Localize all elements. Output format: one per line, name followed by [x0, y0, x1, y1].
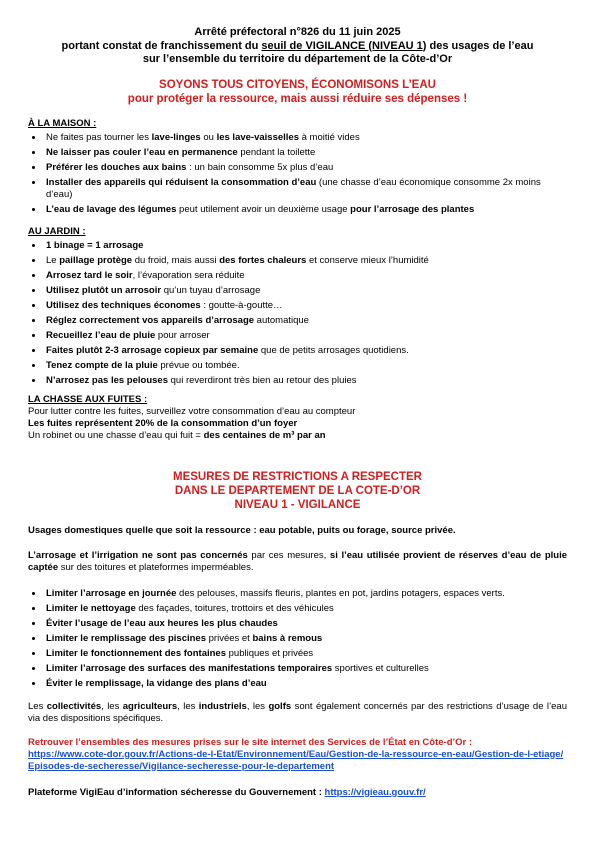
text-run: par ces mesures,: [247, 549, 330, 561]
decree-title: Arrêté préfectoral n°826 du 11 juin 2025: [194, 26, 401, 38]
text-run: : goutte-à-goutte…: [200, 299, 283, 311]
text-run: Faites plutôt 2-3 arrosage copieux par semaine: [46, 344, 259, 356]
restrictions-heading: [28, 470, 567, 512]
maison-tip-item: [44, 132, 567, 144]
text-run: lave-linges: [151, 131, 201, 143]
restriction-item: [44, 603, 567, 615]
text-run: prévue ou tombée.: [157, 359, 240, 371]
maison-tips-list: [28, 132, 567, 216]
text-run: sportives et culturelles: [332, 662, 429, 674]
text-run: pendant la toilette: [237, 146, 316, 158]
text-run: , les: [246, 700, 269, 712]
text-run: sont également concernés par des restrictions d’usage de l’eau via des dispositions spécifiques.: [28, 700, 567, 724]
text-run: , les: [177, 700, 199, 712]
text-run: sur des toitures et plateformes imperméables.: [58, 561, 254, 573]
text-run: publiques et privées: [226, 647, 314, 659]
text-run: industriels: [198, 700, 247, 712]
section-fuites: [28, 394, 567, 442]
text-run: agriculteurs: [122, 700, 178, 712]
text-run: Éviter le remplissage, la vidange des plans d’eau: [46, 677, 267, 689]
vigieau-block: [28, 787, 567, 799]
jardin-tip-item: [44, 240, 567, 252]
text-run: privées et: [206, 632, 253, 644]
jardin-tip-item: [44, 360, 567, 372]
section-heading-jardin: AU JARDIN :: [28, 225, 86, 237]
section-jardin: [28, 226, 567, 387]
slogan-line-1: SOYONS TOUS CITOYENS, ÉCONOMISONS L’EAU: [159, 78, 436, 91]
text-run: à moitié vides: [298, 131, 360, 143]
jardin-tip-item: [44, 315, 567, 327]
text-run: des pelouses, massifs fleuris, plantes en pot, jardins potagers, espaces verts.: [176, 587, 505, 599]
text-run: pour arroser: [155, 329, 210, 341]
text-run: : un bain consomme 5x plus d’eau: [186, 161, 334, 173]
text-run: pour l’arrosage des plantes: [350, 203, 475, 215]
text-run: Réglez correctement vos appareils d’arrosage: [46, 314, 255, 326]
text-run: du froid, mais aussi: [132, 254, 220, 266]
fuites-line-3: Un robinet ou une chasse d’eau qui fuit = des centaines de m³ par an: [28, 429, 326, 441]
text-run: Les: [28, 700, 47, 712]
text-run: Utilisez plutôt un arrosoir: [46, 284, 162, 296]
restriction-item: [44, 618, 567, 630]
retrouver-text: Retrouver l’ensembles des mesures prises sur le site internet des Services de l’État en Côte-d’Or :: [28, 736, 473, 748]
jardin-tip-item: [44, 345, 567, 357]
vigieau-text: Plateforme VigiEau d’information sécheresse du Gouvernement :: [28, 786, 325, 798]
restriction-item: [44, 678, 567, 690]
restrictions-heading-line-1: MESURES DE RESTRICTIONS A RESPECTER: [173, 470, 422, 483]
vigieau-link[interactable]: https://vigieau.gouv.fr/: [324, 786, 426, 798]
slogan-line-2: pour protéger la ressource, mais aussi réduire ses dépenses !: [127, 92, 468, 105]
fuites-line-1: Pour lutter contre les fuites, surveillez votre consommation d’eau au compteur: [28, 405, 356, 417]
jardin-tips-list: [28, 240, 567, 387]
text-run: des fortes chaleurs: [219, 254, 307, 266]
usages-statement: Usages domestiques quelle que soit la ressource : eau potable, puits ou forage, source privée.: [28, 524, 456, 536]
arrosage-exemption: [28, 550, 567, 574]
text-run: Installer des appareils qui réduisent la consommation d’eau: [46, 176, 317, 188]
maison-tip-item: [44, 177, 567, 201]
text-run: Préférer les douches aux bains: [46, 161, 187, 173]
text-run: paillage protège: [59, 254, 133, 266]
text-run: ou: [200, 131, 217, 143]
prefecture-link[interactable]: https://www.cote-dor.gouv.fr/Actions-de-l-Etat/Environnement/Eau/Gestion-de-la-ressource-en-eau/Gestion-de-l-etiage/Episodes-de-secheresse/Vigilance-secheresse-pour-le-departement: [28, 748, 564, 772]
text-run: que de petits arrosages quotidiens.: [258, 344, 409, 356]
text-run: 1 binage = 1 arrosage: [46, 239, 144, 251]
maison-tip-item: [44, 204, 567, 216]
text-run: Ne faites pas tourner les: [46, 131, 152, 143]
text-run: Tenez compte de la pluie: [46, 359, 158, 371]
text-run: , les: [101, 700, 123, 712]
restrictions-heading-line-2: DANS LE DEPARTEMENT DE LA COTE-D’OR: [174, 484, 421, 497]
jardin-tip-item: [44, 285, 567, 297]
jardin-tip-item: [44, 270, 567, 282]
text-run: golfs: [268, 700, 292, 712]
text-run: et conserve mieux l’humidité: [306, 254, 429, 266]
text-run: Limiter le fonctionnement des fontaines: [46, 647, 226, 659]
text-run: Limiter l’arrosage en journée: [46, 587, 177, 599]
section-maison: [28, 118, 567, 216]
text-run: Arrosez tard le soir: [46, 269, 133, 281]
collectivites-note: [28, 701, 567, 725]
text-run: Limiter l’arrosage des surfaces des manifestations temporaires: [46, 662, 333, 674]
text-run: Ne laisser pas couler l’eau en permanence: [46, 146, 238, 158]
document-page: [28, 26, 567, 799]
text-run: qui reverdiront très bien au retour des pluies: [167, 374, 357, 386]
text-run: (une chasse d’eau économique consomme 2x moins d’eau): [46, 176, 541, 200]
text-run: Recueillez l’eau de pluie: [46, 329, 156, 341]
text-run: L’eau de lavage des légumes: [46, 203, 177, 215]
restrictions-list: [28, 588, 567, 690]
text-run: Limiter le nettoyage: [46, 602, 136, 614]
text-run: peut utilement avoir un deuxième usage: [176, 203, 351, 215]
decree-subtitle: portant constat de franchissement du seuil de VIGILANCE (NIVEAU 1) des usages de l’eau: [61, 39, 534, 52]
text-run: L’arrosage et l’irrigation ne sont pas concernés: [28, 549, 248, 561]
text-run: si l’eau utilisée provient de réserves d’eau de pluie captée: [28, 549, 567, 573]
section-heading-maison: À LA MAISON :: [28, 117, 97, 129]
text-run: les lave-vaisselles: [216, 131, 299, 143]
text-run: N’arrosez pas les pelouses: [46, 374, 168, 386]
restriction-item: [44, 663, 567, 675]
maison-tip-item: [44, 147, 567, 159]
text-run: collectivités: [46, 700, 102, 712]
jardin-tip-item: [44, 375, 567, 387]
text-run: bains à remous: [252, 632, 323, 644]
text-run: Limiter le remplissage des piscines: [46, 632, 206, 644]
restriction-item: [44, 633, 567, 645]
slogan: [28, 78, 567, 106]
vigilance-threshold: seuil de VIGILANCE (NIVEAU 1): [261, 39, 427, 52]
retrouver-block: [28, 737, 567, 773]
decree-scope: sur l’ensemble du territoire du département de la Côte-d’Or: [142, 53, 453, 65]
decree-header: [28, 26, 567, 67]
restriction-item: [44, 648, 567, 660]
restriction-item: [44, 588, 567, 600]
fuites-line-2: Les fuites représentent 20% de la consommation d’un foyer: [28, 417, 298, 429]
text-run: des façades, toitures, trottoirs et des véhicules: [135, 602, 334, 614]
text-run: Le: [46, 254, 60, 266]
jardin-tip-item: [44, 330, 567, 342]
maison-tip-item: [44, 162, 567, 174]
restrictions-heading-line-3: NIVEAU 1 - VIGILANCE: [234, 498, 361, 511]
jardin-tip-item: [44, 300, 567, 312]
section-heading-fuites: LA CHASSE AUX FUITES :: [28, 393, 148, 405]
text-run: automatique: [254, 314, 309, 326]
text-run: Éviter l’usage de l’eau aux heures les plus chaudes: [46, 617, 278, 629]
text-run: Utilisez des techniques économes: [46, 299, 201, 311]
text-run: , l’évaporation sera réduite: [132, 269, 245, 281]
text-run: qu’un tuyau d’arrosage: [161, 284, 261, 296]
jardin-tip-item: [44, 255, 567, 267]
